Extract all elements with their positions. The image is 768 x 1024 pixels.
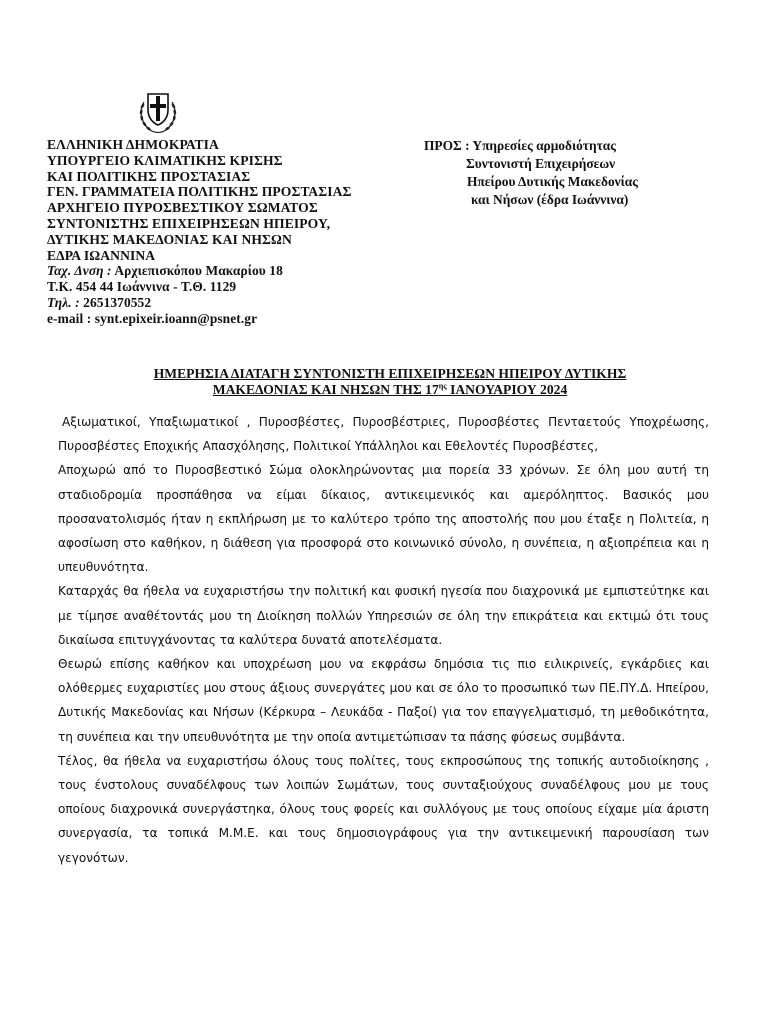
- email-label: e-mail :: [47, 310, 92, 326]
- title-line-2-date: ΙΑΝΟΥΑΡΙΟΥ 2024: [446, 382, 568, 397]
- title-line-1: ΗΜΕΡΗΣΙΑ ΔΙΑΤΑΓΗ ΣΥΝΤΟΝΙΣΤΗ ΕΠΙΧΕΙΡΗΣΕΩΝ ΗΠΕΙΡΟΥ ΔΥΤΙΚΗΣ: [153, 366, 627, 381]
- document-body: [58, 410, 709, 870]
- document-title: [90, 366, 690, 398]
- email-value: synt.epixeir.ioann@psnet.gr: [91, 310, 258, 326]
- recipient-text: Υπηρεσίες αρμοδιότητας: [469, 138, 616, 153]
- paragraph: Καταρχάς θα ήθελα να ευχαριστήσω την πολιτική και φυσική ηγεσία που διαχρονικά με εμπιστεύτηκε και με τίμησε αναθέτοντάς μου τη Διοίκηση πολλών Υπηρεσιών σε όλη την επικράτεια και εκτιμώ ότι τους δικαίωσα επιτυγχάνοντας τα καλύτερα δυνατά αποτελέσματα.: [58, 584, 709, 647]
- zip-label: Τ.Κ.: [47, 279, 73, 295]
- postal-address: [47, 263, 427, 279]
- recipient-block: [424, 137, 724, 209]
- paragraph: Αποχωρώ από το Πυροσβεστικό Σώμα ολοκληρώνοντας μια πορεία 33 χρόνων. Σε όλη μου αυτή τη σταδιοδρομία προσπάθησα να είμαι δίκαιος, αντικειμενικός και αμερόληπτος. Βασικός μου προσανατολισμός ήταν η εκπλήρωση με το καλύτερο τρόπο της αποστολής που μου έταξε η Πολιτεία, η αφοσίωση στο καθήκον, η διάθεση για προσφορά στο κοινωνικό σύνολο, η συνέπεια, η αξιοπρέπεια και η υπευθυνότητα.: [58, 463, 709, 575]
- sender-line: ΓΕΝ. ΓΡΑΜΜΑΤΕΙΑ ΠΟΛΙΤΙΚΗΣ ΠΡΟΣΤΑΣΙΑΣ: [47, 184, 352, 200]
- to-label: ΠΡΟΣ :: [424, 138, 470, 153]
- sender-block: [47, 137, 427, 327]
- sender-line: ΑΡΧΗΓΕΙΟ ΠΥΡΟΣΒΕΣΤΙΚΟΥ ΣΩΜΑΤΟΣ: [47, 200, 318, 216]
- recipient-line: [424, 137, 724, 155]
- recipient-line: Ηπείρου Δυτικής Μακεδονίας: [467, 174, 638, 189]
- title-line-2-text: ΜΑΚΕΔΟΝΙΑΣ ΚΑΙ ΝΗΣΩΝ ΤΗΣ 17: [212, 382, 439, 397]
- sender-line: ΣΥΝΤΟΝΙΣΤΗΣ ΕΠΙΧΕΙΡΗΣΕΩΝ ΗΠΕΙΡΟΥ,: [47, 215, 331, 231]
- sender-line: ΥΠΟΥΡΓΕΙΟ ΚΛΙΜΑΤΙΚΗΣ ΚΡΙΣΗΣ: [47, 152, 283, 168]
- greek-coat-of-arms-icon: [136, 88, 180, 136]
- phone-label: Τηλ. :: [47, 294, 80, 310]
- paragraph: Τέλος, θα ήθελα να ευχαριστήσω όλους τους πολίτες, τους εκπροσώπους της τοπικής αυτοδιοίκησης , τους ένστολους συναδέλφους των λοιπών Σωμάτων, τους συνταξιούχους συναδέλφους μου με τους οποίους διαχρονικά συνεργάστηκα, όλους τους φορείς και συλλόγους με τους οποίους είχαμε μία άριστη συνεργασία, τα τοπικά Μ.Μ.Ε. και τους δημοσιογράφους για την αντικειμενική παρουσίαση των γεγονότων.: [58, 753, 709, 865]
- recipient-line: και Νήσων (έδρα Ιωάννινα): [471, 192, 629, 207]
- title-line-2: [90, 382, 690, 398]
- paragraph: Θεωρώ επίσης καθήκον και υποχρέωση μου να εκφράσω δημόσια τις πιο ειλικρινείς, εγκάρδιες και ολόθερμες ευχαριστίες μου στους άξιους συνεργάτες μου και σε όλο το προσωπικό των ΠΕ.ΠΥ.Δ. Ηπείρου, Δυτικής Μακεδονίας και Νήσων (Κέρκυρα – Λευκάδα - Παξοί) για τον επαγγελματισμό, τη μεθοδικότητα, τη συνέπεια και την υπευθυνότητα με την οποία αντιμετώπισαν τα πάσης φύσεως συμβάντα.: [58, 657, 709, 744]
- sender-line: ΚΑΙ ΠΟΛΙΤΙΚΗΣ ΠΡΟΣΤΑΣΙΑΣ: [47, 168, 251, 184]
- zip-value: 454 44 Ιωάννινα - Τ.Θ. 1129: [72, 279, 237, 295]
- postal-label: Ταχ. Δνση :: [47, 263, 112, 279]
- sender-line: ΔΥΤΙΚΗΣ ΜΑΚΕΔΟΝΙΑΣ ΚΑΙ ΝΗΣΩΝ: [47, 231, 292, 247]
- sender-line: ΕΔΡΑ ΙΩΑΝΝΙΝΑ: [47, 247, 156, 263]
- phone-value: 2651370552: [79, 294, 152, 310]
- phone-line: [47, 295, 427, 311]
- sender-line: ΕΛΛΗΝΙΚΗ ΔΗΜΟΚΡΑΤΙΑ: [47, 137, 219, 152]
- postal-value: Αρχιεπισκόπου Μακαρίου 18: [111, 263, 283, 279]
- recipient-line: Συντονιστή Επιχειρήσεων: [466, 156, 616, 171]
- zip-line: [47, 279, 427, 295]
- email-line: [47, 311, 427, 327]
- ordinal-suffix: ης: [438, 381, 447, 391]
- paragraph: Αξιωματικοί, Υπαξιωματικοί , Πυροσβέστες, Πυροσβέστριες, Πυροσβέστες Πενταετούς Υποχρέωσης, Πυροσβέστες Εποχικής Απασχόλησης, Πολιτικοί Υπάλληλοι και Εθελοντές Πυροσβέστες,: [58, 415, 709, 454]
